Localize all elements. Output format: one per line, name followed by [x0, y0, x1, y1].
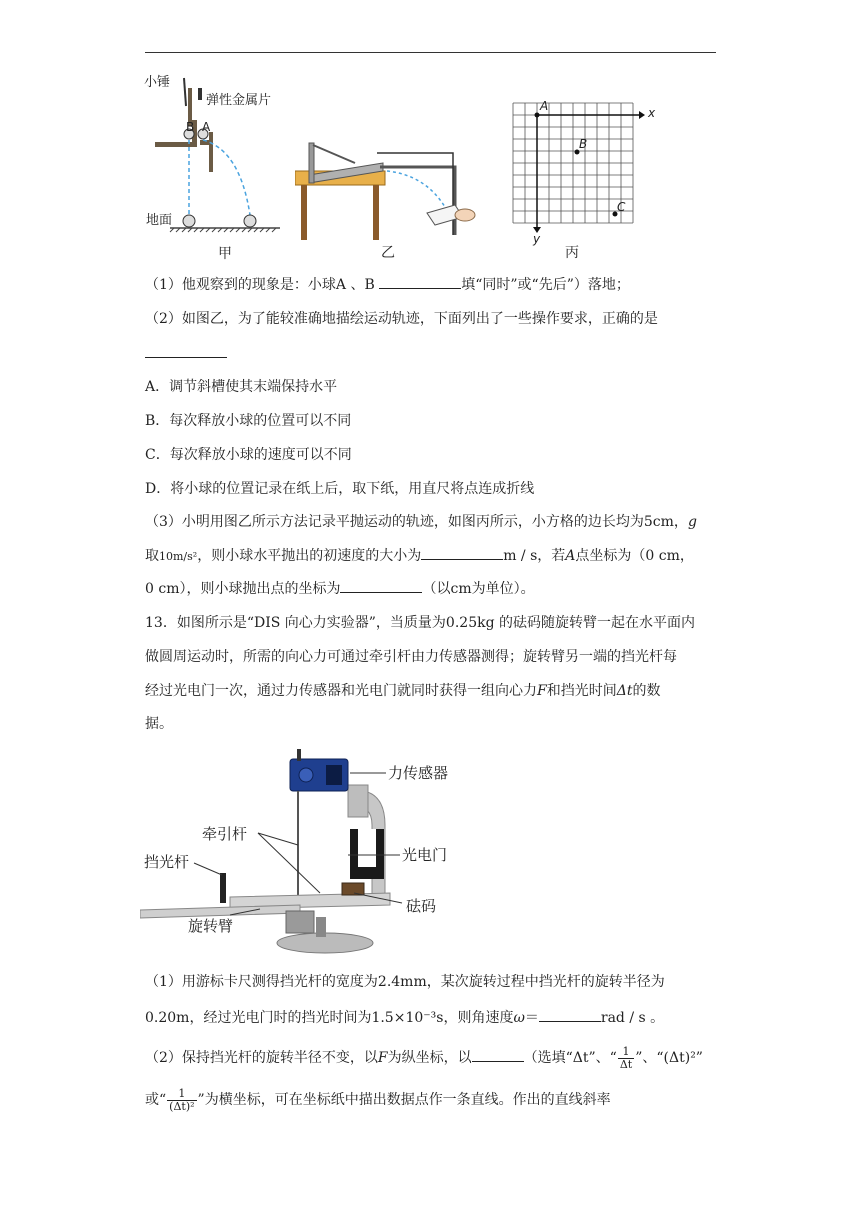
fraction-one-over-dt-squared: $\frac{1}{\text{(Δt)²}}$ — [169, 1086, 195, 1113]
q13-sub1-line2: 0.20m，经过光电门时的挡光时间为1.5×10⁻³s，则角速度ω＝ rad / s 。 — [145, 1007, 664, 1028]
caption-bing: 丙 — [565, 245, 579, 261]
point-a-label: A — [540, 99, 549, 113]
answer-blank-6[interactable] — [472, 1047, 524, 1062]
q12-part1: （1）他观察到的现象是：小球A 、B 填“同时”或“先后”）落地； — [145, 274, 630, 295]
answer-blank-2[interactable] — [145, 343, 227, 358]
ground-label: 地面 — [146, 213, 173, 228]
q13-line3: 经过光电门一次，通过力传感器和光电门就同时获得一组向心力F和挡光时间Δt的数 — [145, 683, 661, 699]
q13-line1: 13．如图所示是“DIS 向心力实验器”，当质量为0.25kg 的砝码随旋转臂一起在水平面内 — [145, 615, 695, 631]
figure-jia — [140, 70, 290, 265]
q12-part2-blank-line — [145, 343, 227, 364]
axis-y-label: y — [533, 232, 541, 246]
caption-yi: 乙 — [381, 245, 395, 261]
caption-jia: 甲 — [218, 246, 232, 262]
figure-yi — [295, 135, 485, 265]
answer-blank-4[interactable] — [340, 578, 422, 593]
answer-blank-3[interactable] — [421, 545, 503, 560]
q12-part3-line1: （3）小明用图乙所示方法记录平抛运动的轨迹，如图丙所示，小方格的边长均为5cm，g — [145, 514, 697, 530]
ball-a-label: A — [202, 120, 211, 134]
figure-dis-apparatus — [140, 745, 480, 960]
figure-bing — [505, 95, 665, 265]
fraction-one-over-dt: $\frac{1}{\Delta t}$ — [619, 1044, 633, 1071]
option-b: B．每次释放小球的位置可以不同 — [145, 413, 352, 429]
q13-sub2-line2: 或“ $\frac{1}{\text{(Δt)²}}$ ”为横坐标，可在坐标纸中描出数据点作一条直线。作出的直线斜率 — [145, 1086, 611, 1113]
hammer-label: 小锤 — [144, 75, 171, 90]
q13-line4: 据。 — [145, 716, 173, 732]
point-c-label: C — [617, 200, 626, 214]
ball-b-label: B — [186, 120, 195, 134]
option-d: D．将小球的位置记录在纸上后，取下纸，用直尺将点连成折线 — [145, 481, 535, 497]
label-rotating-arm: 旋转臂 — [188, 917, 234, 935]
sheet-label: 弹性金属片 — [206, 93, 272, 108]
label-light-bar: 挡光杆 — [144, 853, 190, 871]
label-traction-rod: 牵引杆 — [202, 825, 248, 843]
point-b-label: B — [579, 137, 588, 151]
q13-sub1-line1: （1）用游标卡尺测得挡光杆的宽度为2.4mm，某次旋转过程中挡光杆的旋转半径为 — [145, 974, 665, 990]
option-c: C．每次释放小球的速度可以不同 — [145, 447, 352, 463]
header-rule — [145, 52, 716, 53]
q12-part3-line2: 取10m/s²，则小球水平抛出的初速度的大小为 m / s，若A点坐标为（0 cm， — [145, 545, 694, 567]
option-a: A．调节斜槽使其末端保持水平 — [145, 379, 338, 395]
q13-line2: 做圆周运动时，所需的向心力可通过牵引杆由力传感器测得；旋转臂另一端的挡光杆每 — [145, 649, 677, 665]
label-force-sensor: 力传感器 — [388, 764, 449, 782]
label-weight: 砝码 — [406, 897, 437, 915]
axis-x-label: x — [648, 106, 656, 120]
q12-part2: （2）如图乙，为了能较准确地描绘运动轨迹，下面列出了一些操作要求，正确的是 — [145, 311, 658, 327]
q12-part3-line3: 0 cm），则小球抛出点的坐标为 （以cm为单位）。 — [145, 578, 535, 599]
q13-sub2-line1: （2）保持挡光杆的旋转半径不变，以F为纵坐标，以 （选填“Δt”、“ $\frac{1}{\Delta t}$ ”、“(Δt)²” — [145, 1044, 703, 1071]
label-photogate: 光电门 — [402, 846, 448, 864]
answer-blank-5[interactable] — [539, 1007, 601, 1022]
answer-blank-1[interactable] — [379, 274, 461, 289]
